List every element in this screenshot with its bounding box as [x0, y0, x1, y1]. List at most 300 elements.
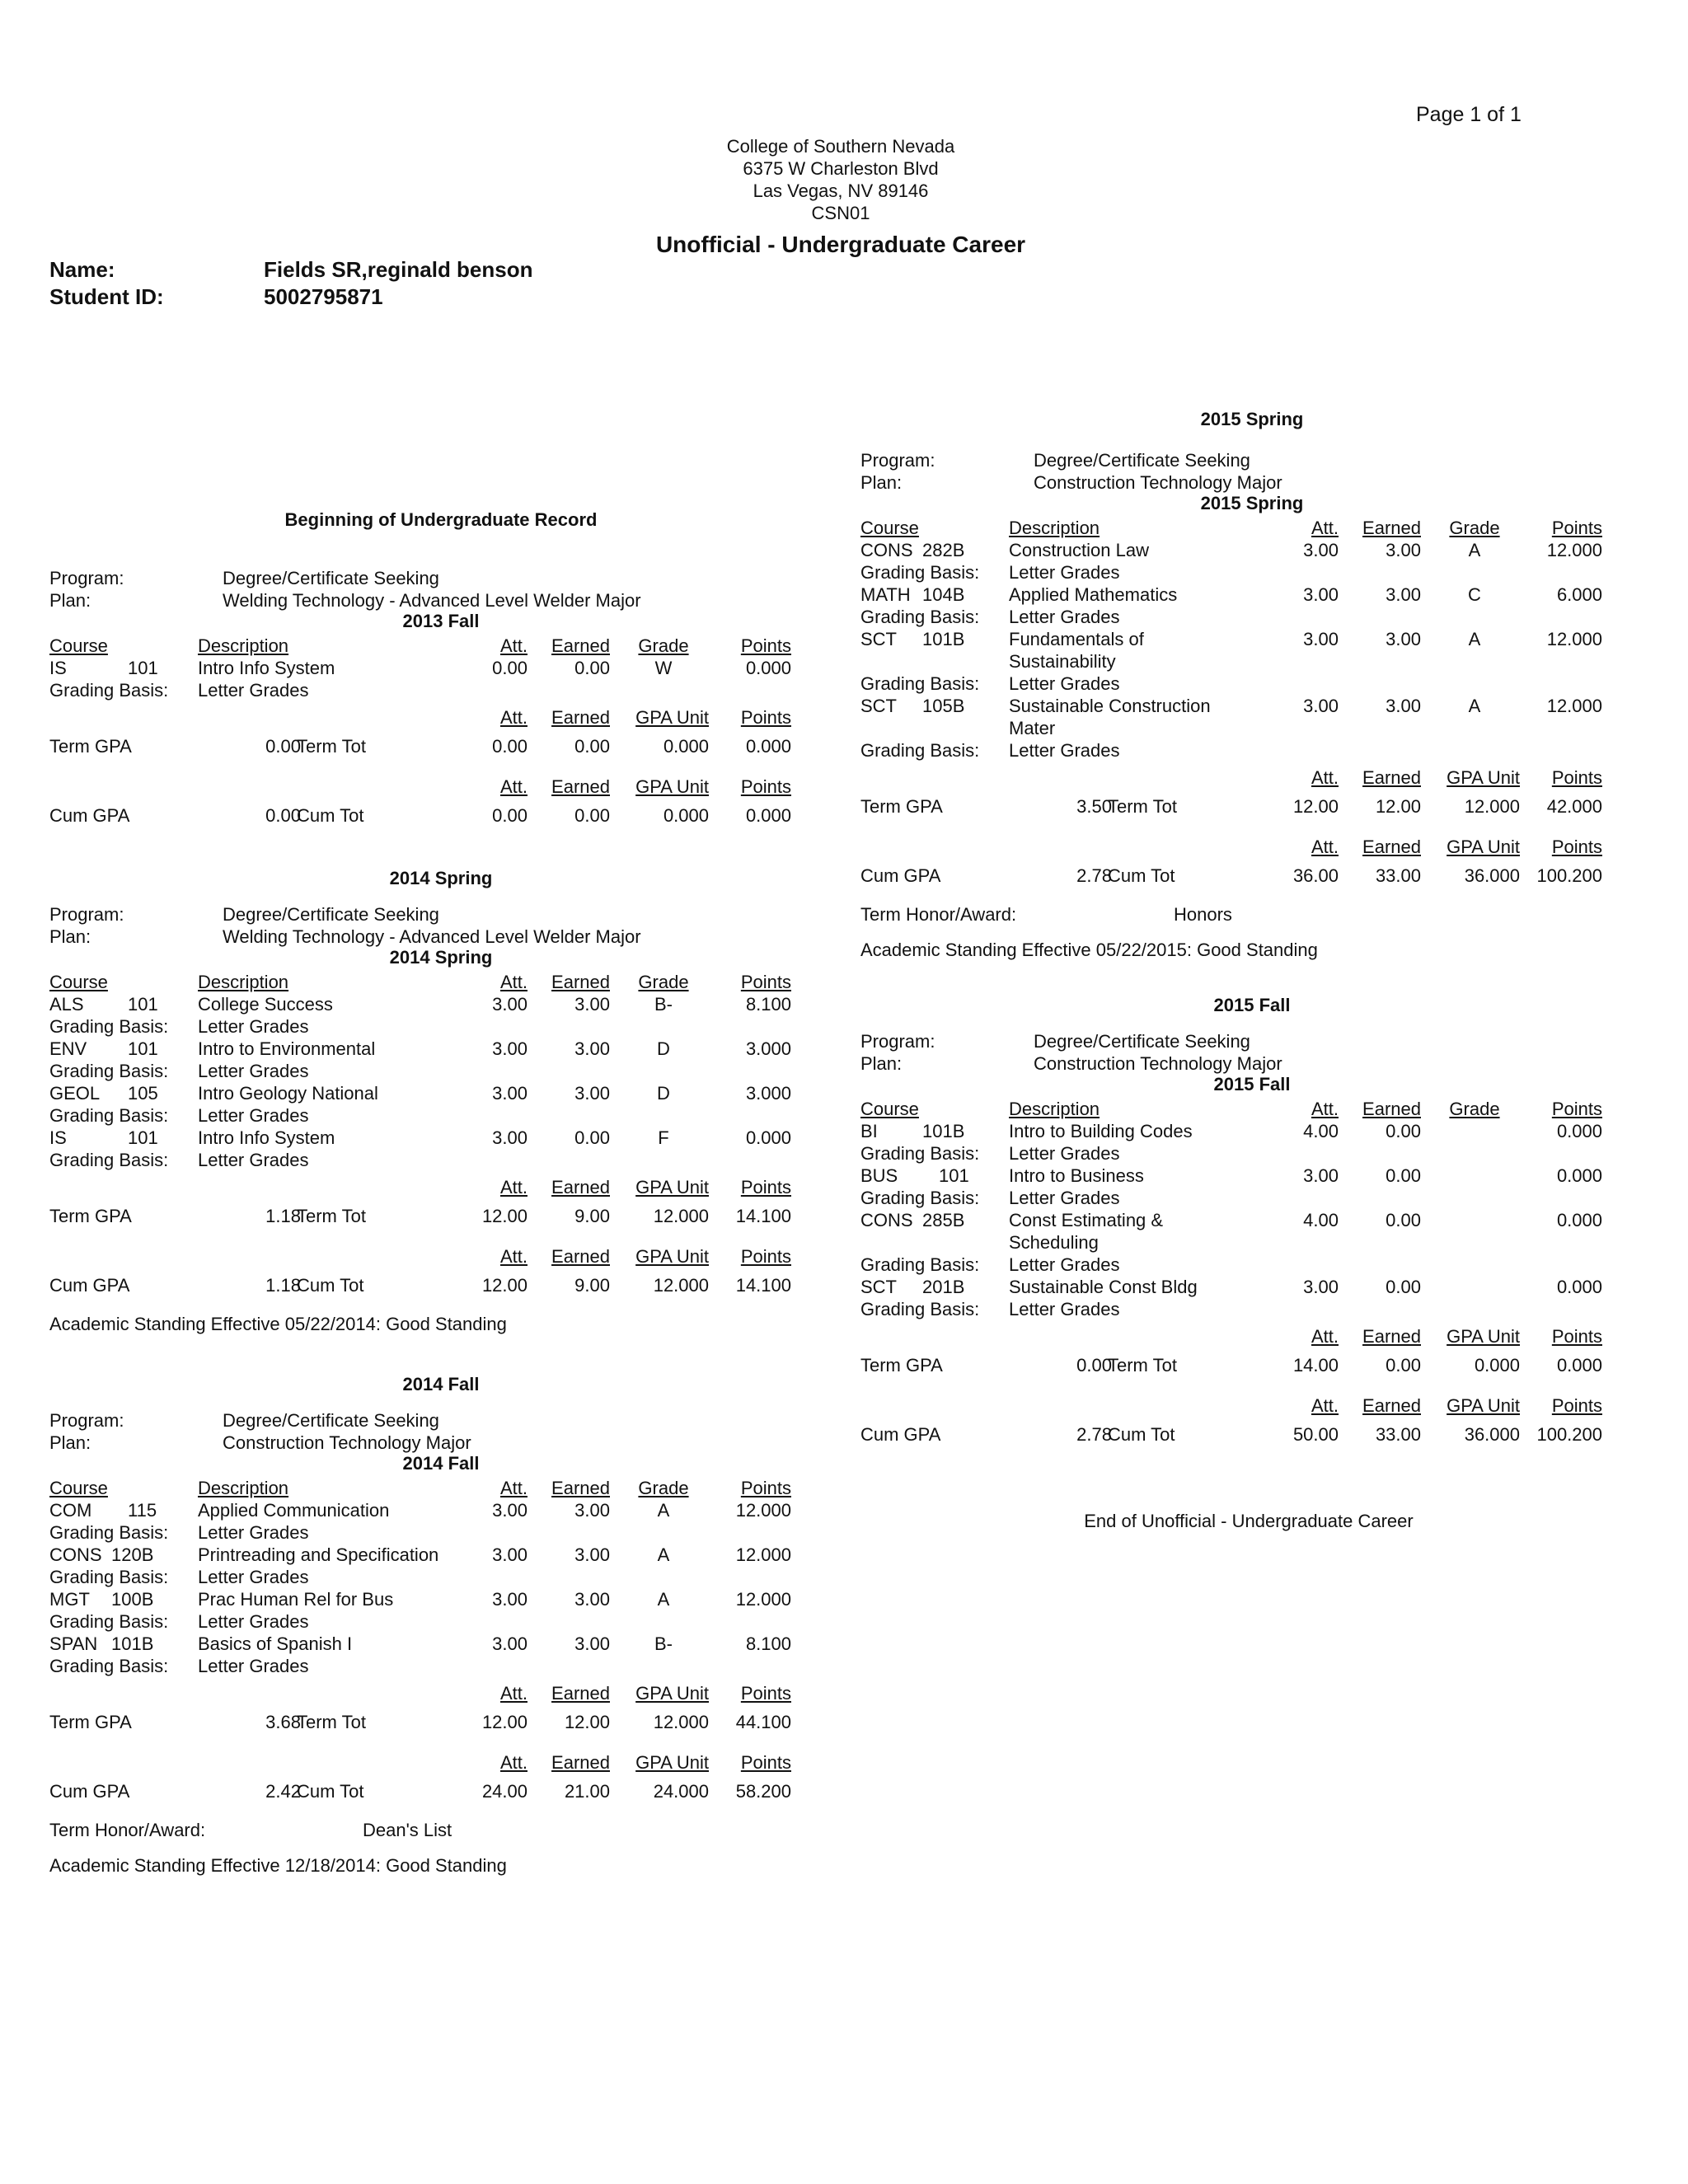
term-subheading: 2014 Spring [389, 947, 493, 968]
cum-earned-header: Earned [551, 776, 610, 797]
grade-column-header: Grade [638, 635, 689, 656]
term-earned-total: 0.00 [574, 736, 610, 757]
grading-basis-label: Grading Basis: [860, 673, 980, 694]
plan-value: Construction Technology Major [223, 1432, 471, 1453]
course-description: Intro Geology National [198, 1083, 378, 1104]
course-attempted: 3.00 [1303, 540, 1339, 560]
term-tot-label: Term Tot [1108, 796, 1177, 817]
course-subject: BUS [860, 1165, 898, 1186]
course-description: Sustainable Construction [1009, 696, 1211, 716]
course-description: Intro Info System [198, 658, 335, 678]
course-grade: A [657, 1500, 670, 1521]
cum-earned-header: Earned [551, 1752, 610, 1773]
program-label: Program: [860, 1031, 935, 1052]
term-gpa-unit-total: 0.000 [663, 736, 709, 757]
grading-basis-value: Letter Grades [198, 1567, 309, 1587]
grading-basis-value: Letter Grades [1009, 562, 1120, 583]
cum-gpa-value: 0.00 [265, 805, 301, 826]
program-label: Program: [49, 1410, 124, 1431]
cum-earned-total: 33.00 [1375, 865, 1421, 886]
term-subheading: 2014 Fall [402, 1453, 480, 1474]
term-gpa-unit-total: 12.000 [1464, 796, 1520, 817]
course-points: 0.000 [745, 1127, 791, 1148]
course-number: 101 [128, 994, 158, 1015]
term-heading: 2015 Spring [1200, 409, 1304, 429]
cum-att-header: Att. [499, 1752, 528, 1773]
totals-gpa-unit-header: GPA Unit [635, 1683, 709, 1704]
grading-basis-value: Letter Grades [1009, 673, 1120, 694]
course-subject: ALS [49, 994, 84, 1015]
course-attempted: 3.00 [492, 1589, 528, 1610]
cum-gpa-unit-header: GPA Unit [1447, 1395, 1520, 1416]
totals-gpa-unit-header: GPA Unit [635, 707, 709, 728]
course-grade: B- [654, 994, 673, 1015]
term-points-total: 44.100 [735, 1712, 791, 1732]
cum-earned-header: Earned [551, 1246, 610, 1267]
plan-label: Plan: [49, 1432, 91, 1453]
cum-tot-label: Cum Tot [1108, 1424, 1175, 1445]
course-earned: 0.00 [1386, 1165, 1421, 1186]
term-subheading: 2013 Fall [402, 611, 480, 631]
grading-basis-label: Grading Basis: [860, 1254, 980, 1275]
course-number: 120B [111, 1544, 154, 1565]
course-subject: MATH [860, 584, 911, 605]
plan-value: Construction Technology Major [1034, 1053, 1282, 1074]
program-value: Degree/Certificate Seeking [223, 568, 439, 588]
points-column-header: Points [1551, 518, 1602, 538]
course-description: Applied Mathematics [1009, 584, 1178, 605]
cum-earned-total: 9.00 [574, 1275, 610, 1296]
term-honor-label: Term Honor/Award: [49, 1820, 206, 1840]
program-label: Program: [49, 904, 124, 925]
course-points: 12.000 [735, 1589, 791, 1610]
course-column-header: Course [860, 518, 919, 538]
course-description: Sustainable Const Bldg [1009, 1277, 1198, 1297]
grading-basis-label: Grading Basis: [49, 1567, 169, 1587]
plan-label: Plan: [860, 1053, 903, 1074]
term-gpa-label: Term GPA [860, 1355, 943, 1376]
course-earned: 0.00 [574, 1127, 610, 1148]
course-points: 6.000 [1556, 584, 1602, 605]
course-number: 101B [922, 1121, 965, 1141]
course-earned: 3.00 [574, 1589, 610, 1610]
cum-gpa-label: Cum GPA [860, 1424, 941, 1445]
plan-value: Construction Technology Major [1034, 472, 1282, 493]
course-number: 101 [128, 1127, 158, 1148]
term-gpa-unit-total: 12.000 [653, 1712, 709, 1732]
cum-earned-header: Earned [1362, 1395, 1421, 1416]
cum-points-header: Points [1551, 1395, 1602, 1416]
cum-tot-label: Cum Tot [1108, 865, 1175, 886]
term-honor-value: Honors [1174, 904, 1232, 925]
course-earned: 3.00 [574, 1500, 610, 1521]
cum-points-header: Points [740, 1752, 791, 1773]
cum-points-total: 100.200 [1536, 1424, 1602, 1445]
term-points-total: 42.000 [1546, 796, 1602, 817]
totals-gpa-unit-header: GPA Unit [1447, 1326, 1520, 1347]
course-points: 0.000 [1556, 1165, 1602, 1186]
totals-points-header: Points [740, 1683, 791, 1704]
course-earned: 3.00 [574, 1633, 610, 1654]
grading-basis-label: Grading Basis: [49, 1105, 169, 1126]
course-description: Intro to Business [1009, 1165, 1144, 1186]
term-heading: 2014 Spring [389, 868, 493, 888]
course-grade: D [657, 1083, 670, 1104]
cum-att-total: 12.00 [481, 1275, 528, 1296]
course-number: 104B [922, 584, 965, 605]
course-grade: A [1468, 540, 1481, 560]
totals-earned-header: Earned [551, 707, 610, 728]
course-number: 282B [922, 540, 965, 560]
description-column-header: Description [198, 972, 289, 992]
student-id-label: Student ID: [49, 284, 164, 309]
page-number: Page 1 of 1 [1416, 103, 1522, 126]
term-gpa-value: 1.18 [265, 1206, 301, 1226]
totals-earned-header: Earned [551, 1177, 610, 1197]
course-attempted: 3.00 [492, 1038, 528, 1059]
cum-gpa-label: Cum GPA [49, 1275, 130, 1296]
course-points: 8.100 [745, 994, 791, 1015]
course-grade: A [1468, 629, 1481, 649]
grading-basis-value: Letter Grades [1009, 1299, 1120, 1319]
course-number: 101 [128, 1038, 158, 1059]
att-column-header: Att. [499, 972, 528, 992]
points-column-header: Points [740, 635, 791, 656]
description-column-header: Description [198, 1478, 289, 1498]
course-points: 12.000 [1546, 540, 1602, 560]
cum-gpa-unit-total: 12.000 [653, 1275, 709, 1296]
term-points-total: 0.000 [1556, 1355, 1602, 1376]
course-grade: W [654, 658, 673, 678]
course-earned: 3.00 [1386, 584, 1421, 605]
course-attempted: 3.00 [1303, 696, 1339, 716]
course-subject: BI [860, 1121, 878, 1141]
grading-basis-label: Grading Basis: [860, 1143, 980, 1164]
course-points: 0.000 [1556, 1277, 1602, 1297]
totals-gpa-unit-header: GPA Unit [1447, 767, 1520, 788]
term-earned-total: 12.00 [1375, 796, 1421, 817]
cum-gpa-unit-header: GPA Unit [635, 1246, 709, 1267]
course-grade: F [658, 1127, 669, 1148]
cum-gpa-value: 1.18 [265, 1275, 301, 1296]
term-gpa-value: 3.68 [265, 1712, 301, 1732]
cum-points-total: 0.000 [745, 805, 791, 826]
grading-basis-label: Grading Basis: [860, 740, 980, 761]
course-description: Fundamentals of [1009, 629, 1144, 649]
course-grade: A [657, 1589, 670, 1610]
description-column-header: Description [1009, 518, 1100, 538]
course-points: 3.000 [745, 1038, 791, 1059]
totals-points-header: Points [740, 707, 791, 728]
course-subject: MGT [49, 1589, 90, 1610]
points-column-header: Points [1551, 1099, 1602, 1119]
cum-earned-header: Earned [1362, 837, 1421, 857]
course-earned: 3.00 [574, 1083, 610, 1104]
cum-earned-total: 0.00 [574, 805, 610, 826]
term-gpa-label: Term GPA [49, 1206, 132, 1226]
cum-points-header: Points [1551, 837, 1602, 857]
term-att-total: 14.00 [1292, 1355, 1339, 1376]
course-description: Prac Human Rel for Bus [198, 1589, 394, 1610]
institution-code: CSN01 [811, 203, 870, 223]
course-subject: SPAN [49, 1633, 98, 1654]
program-value: Degree/Certificate Seeking [1034, 450, 1250, 471]
totals-gpa-unit-header: GPA Unit [635, 1177, 709, 1197]
cum-att-total: 36.00 [1292, 865, 1339, 886]
academic-standing: Academic Standing Effective 05/22/2015: Good Standing [860, 940, 1318, 960]
cum-att-total: 24.00 [481, 1781, 528, 1802]
course-number: 115 [128, 1500, 157, 1521]
cum-gpa-label: Cum GPA [49, 805, 130, 826]
record-begin-heading: Beginning of Undergraduate Record [284, 509, 598, 530]
term-gpa-unit-total: 12.000 [653, 1206, 709, 1226]
course-grade: A [657, 1544, 670, 1565]
totals-att-header: Att. [1311, 767, 1339, 788]
grading-basis-value: Letter Grades [1009, 740, 1120, 761]
course-column-header: Course [49, 1478, 108, 1498]
course-earned: 3.00 [1386, 540, 1421, 560]
cum-gpa-label: Cum GPA [860, 865, 941, 886]
grading-basis-label: Grading Basis: [49, 1656, 169, 1676]
cum-points-total: 14.100 [735, 1275, 791, 1296]
cum-att-header: Att. [499, 776, 528, 797]
program-label: Program: [860, 450, 935, 471]
program-label: Program: [49, 568, 124, 588]
course-subject: SCT [860, 696, 897, 716]
course-number: 101B [111, 1633, 154, 1654]
grading-basis-value: Letter Grades [1009, 1143, 1120, 1164]
totals-att-header: Att. [499, 1683, 528, 1704]
course-attempted: 3.00 [492, 1544, 528, 1565]
cum-att-header: Att. [499, 1246, 528, 1267]
course-number: 105B [922, 696, 965, 716]
points-column-header: Points [740, 972, 791, 992]
earned-column-header: Earned [1362, 1099, 1421, 1119]
cum-att-header: Att. [1311, 837, 1339, 857]
course-description: College Success [198, 994, 333, 1015]
course-points: 0.000 [1556, 1121, 1602, 1141]
course-attempted: 4.00 [1303, 1121, 1339, 1141]
academic-standing: Academic Standing Effective 12/18/2014: Good Standing [49, 1855, 507, 1876]
course-points: 12.000 [735, 1544, 791, 1565]
cum-gpa-unit-total: 36.000 [1464, 865, 1520, 886]
plan-label: Plan: [49, 590, 91, 611]
att-column-header: Att. [499, 1478, 528, 1498]
grading-basis-value: Letter Grades [198, 1522, 309, 1543]
grading-basis-value: Letter Grades [1009, 607, 1120, 627]
course-subject: SCT [860, 1277, 897, 1297]
course-attempted: 3.00 [1303, 629, 1339, 649]
grade-column-header: Grade [1449, 1099, 1500, 1119]
course-subject: IS [49, 658, 67, 678]
institution-name: College of Southern Nevada [726, 136, 955, 157]
term-gpa-value: 0.00 [1076, 1355, 1112, 1376]
cum-att-total: 50.00 [1292, 1424, 1339, 1445]
plan-label: Plan: [49, 926, 91, 947]
course-grade: B- [654, 1633, 673, 1654]
term-gpa-label: Term GPA [860, 796, 943, 817]
term-tot-label: Term Tot [297, 1712, 366, 1732]
term-heading: 2014 Fall [402, 1374, 480, 1394]
term-earned-total: 0.00 [1386, 1355, 1421, 1376]
cum-gpa-value: 2.78 [1076, 865, 1112, 886]
term-subheading: 2015 Spring [1200, 493, 1304, 513]
description-column-header: Description [198, 635, 289, 656]
course-subject: CONS [49, 1544, 102, 1565]
course-earned: 0.00 [1386, 1277, 1421, 1297]
cum-points-header: Points [740, 1246, 791, 1267]
grading-basis-label: Grading Basis: [49, 680, 169, 701]
course-attempted: 3.00 [492, 1500, 528, 1521]
course-earned: 0.00 [574, 658, 610, 678]
record-end-note: End of Unofficial - Undergraduate Career [1084, 1511, 1414, 1531]
term-honor-value: Dean's List [363, 1820, 452, 1840]
course-subject: CONS [860, 1210, 913, 1230]
student-id: 5002795871 [264, 284, 383, 309]
grading-basis-value: Letter Grades [198, 1105, 309, 1126]
course-points: 12.000 [735, 1500, 791, 1521]
grading-basis-label: Grading Basis: [49, 1016, 169, 1037]
term-honor-label: Term Honor/Award: [860, 904, 1017, 925]
earned-column-header: Earned [551, 972, 610, 992]
grading-basis-value: Letter Grades [198, 1656, 309, 1676]
course-description: Applied Communication [198, 1500, 390, 1521]
term-att-total: 0.00 [492, 736, 528, 757]
course-earned: 0.00 [1386, 1121, 1421, 1141]
course-description: Intro to Environmental [198, 1038, 376, 1059]
term-tot-label: Term Tot [297, 1206, 366, 1226]
course-subject: GEOL [49, 1083, 101, 1104]
term-subheading: 2015 Fall [1213, 1074, 1291, 1094]
plan-value: Welding Technology - Advanced Level Welder Major [223, 926, 641, 947]
grading-basis-value: Letter Grades [198, 680, 309, 701]
course-attempted: 3.00 [1303, 584, 1339, 605]
course-grade: D [657, 1038, 670, 1059]
earned-column-header: Earned [1362, 518, 1421, 538]
institution-address-line1: 6375 W Charleston Blvd [743, 158, 939, 179]
course-number: 105 [128, 1083, 158, 1104]
cum-gpa-unit-header: GPA Unit [635, 1752, 709, 1773]
grading-basis-label: Grading Basis: [49, 1522, 169, 1543]
att-column-header: Att. [499, 635, 528, 656]
cum-att-total: 0.00 [492, 805, 528, 826]
totals-att-header: Att. [1311, 1326, 1339, 1347]
term-gpa-unit-total: 0.000 [1474, 1355, 1520, 1376]
course-attempted: 4.00 [1303, 1210, 1339, 1230]
grading-basis-value: Letter Grades [198, 1061, 309, 1081]
course-attempted: 3.00 [492, 994, 528, 1015]
course-subject: SCT [860, 629, 897, 649]
grade-column-header: Grade [1449, 518, 1500, 538]
institution-address-line2: Las Vegas, NV 89146 [753, 180, 929, 201]
course-attempted: 3.00 [492, 1083, 528, 1104]
course-number: 101 [939, 1165, 969, 1186]
term-att-total: 12.00 [481, 1712, 528, 1732]
totals-earned-header: Earned [1362, 767, 1421, 788]
program-value: Degree/Certificate Seeking [223, 904, 439, 925]
cum-tot-label: Cum Tot [297, 1781, 364, 1802]
course-subject: COM [49, 1500, 92, 1521]
plan-label: Plan: [860, 472, 903, 493]
cum-att-header: Att. [1311, 1395, 1339, 1416]
att-column-header: Att. [1311, 518, 1339, 538]
course-points: 12.000 [1546, 629, 1602, 649]
course-earned: 0.00 [1386, 1210, 1421, 1230]
cum-gpa-unit-header: GPA Unit [635, 776, 709, 797]
name-label: Name: [49, 257, 115, 282]
course-attempted: 3.00 [492, 1633, 528, 1654]
course-attempted: 3.00 [1303, 1277, 1339, 1297]
cum-points-header: Points [740, 776, 791, 797]
att-column-header: Att. [1311, 1099, 1339, 1119]
course-description: Intro to Building Codes [1009, 1121, 1193, 1141]
term-earned-total: 12.00 [564, 1712, 610, 1732]
course-number: 101B [922, 629, 965, 649]
term-gpa-label: Term GPA [49, 1712, 132, 1732]
cum-gpa-value: 2.78 [1076, 1424, 1112, 1445]
grade-column-header: Grade [638, 972, 689, 992]
grading-basis-value: Letter Grades [1009, 1188, 1120, 1208]
course-column-header: Course [49, 972, 108, 992]
term-att-total: 12.00 [481, 1206, 528, 1226]
plan-value: Welding Technology - Advanced Level Welder Major [223, 590, 641, 611]
term-tot-label: Term Tot [297, 736, 366, 757]
grade-column-header: Grade [638, 1478, 689, 1498]
course-earned: 3.00 [574, 994, 610, 1015]
course-attempted: 3.00 [1303, 1165, 1339, 1186]
cum-tot-label: Cum Tot [297, 805, 364, 826]
grading-basis-label: Grading Basis: [49, 1150, 169, 1170]
term-points-total: 0.000 [745, 736, 791, 757]
course-points: 3.000 [745, 1083, 791, 1104]
student-name: Fields SR,reginald benson [264, 257, 533, 282]
course-grade: C [1468, 584, 1481, 605]
totals-points-header: Points [1551, 1326, 1602, 1347]
grading-basis-label: Grading Basis: [49, 1061, 169, 1081]
cum-earned-total: 33.00 [1375, 1424, 1421, 1445]
course-earned: 3.00 [574, 1544, 610, 1565]
course-earned: 3.00 [1386, 629, 1421, 649]
grading-basis-label: Grading Basis: [860, 562, 980, 583]
course-description: Basics of Spanish I [198, 1633, 353, 1654]
course-subject: IS [49, 1127, 67, 1148]
grading-basis-label: Grading Basis: [860, 1299, 980, 1319]
program-value: Degree/Certificate Seeking [1034, 1031, 1250, 1052]
course-points: 0.000 [1556, 1210, 1602, 1230]
cum-earned-total: 21.00 [564, 1781, 610, 1802]
cum-points-total: 100.200 [1536, 865, 1602, 886]
course-attempted: 0.00 [492, 658, 528, 678]
cum-gpa-unit-header: GPA Unit [1447, 837, 1520, 857]
course-points: 0.000 [745, 658, 791, 678]
course-attempted: 3.00 [492, 1127, 528, 1148]
course-description: Printreading and Specification [198, 1544, 439, 1565]
course-number: 201B [922, 1277, 965, 1297]
course-earned: 3.00 [574, 1038, 610, 1059]
course-earned: 3.00 [1386, 696, 1421, 716]
totals-points-header: Points [740, 1177, 791, 1197]
course-subject: ENV [49, 1038, 87, 1059]
term-heading: 2015 Fall [1213, 995, 1291, 1015]
course-description: Intro Info System [198, 1127, 335, 1148]
course-number: 285B [922, 1210, 965, 1230]
course-description-cont: Sustainability [1009, 651, 1116, 672]
course-description: Construction Law [1009, 540, 1149, 560]
course-column-header: Course [49, 635, 108, 656]
program-value: Degree/Certificate Seeking [223, 1410, 439, 1431]
course-number: 101 [128, 658, 158, 678]
term-gpa-label: Term GPA [49, 736, 132, 757]
